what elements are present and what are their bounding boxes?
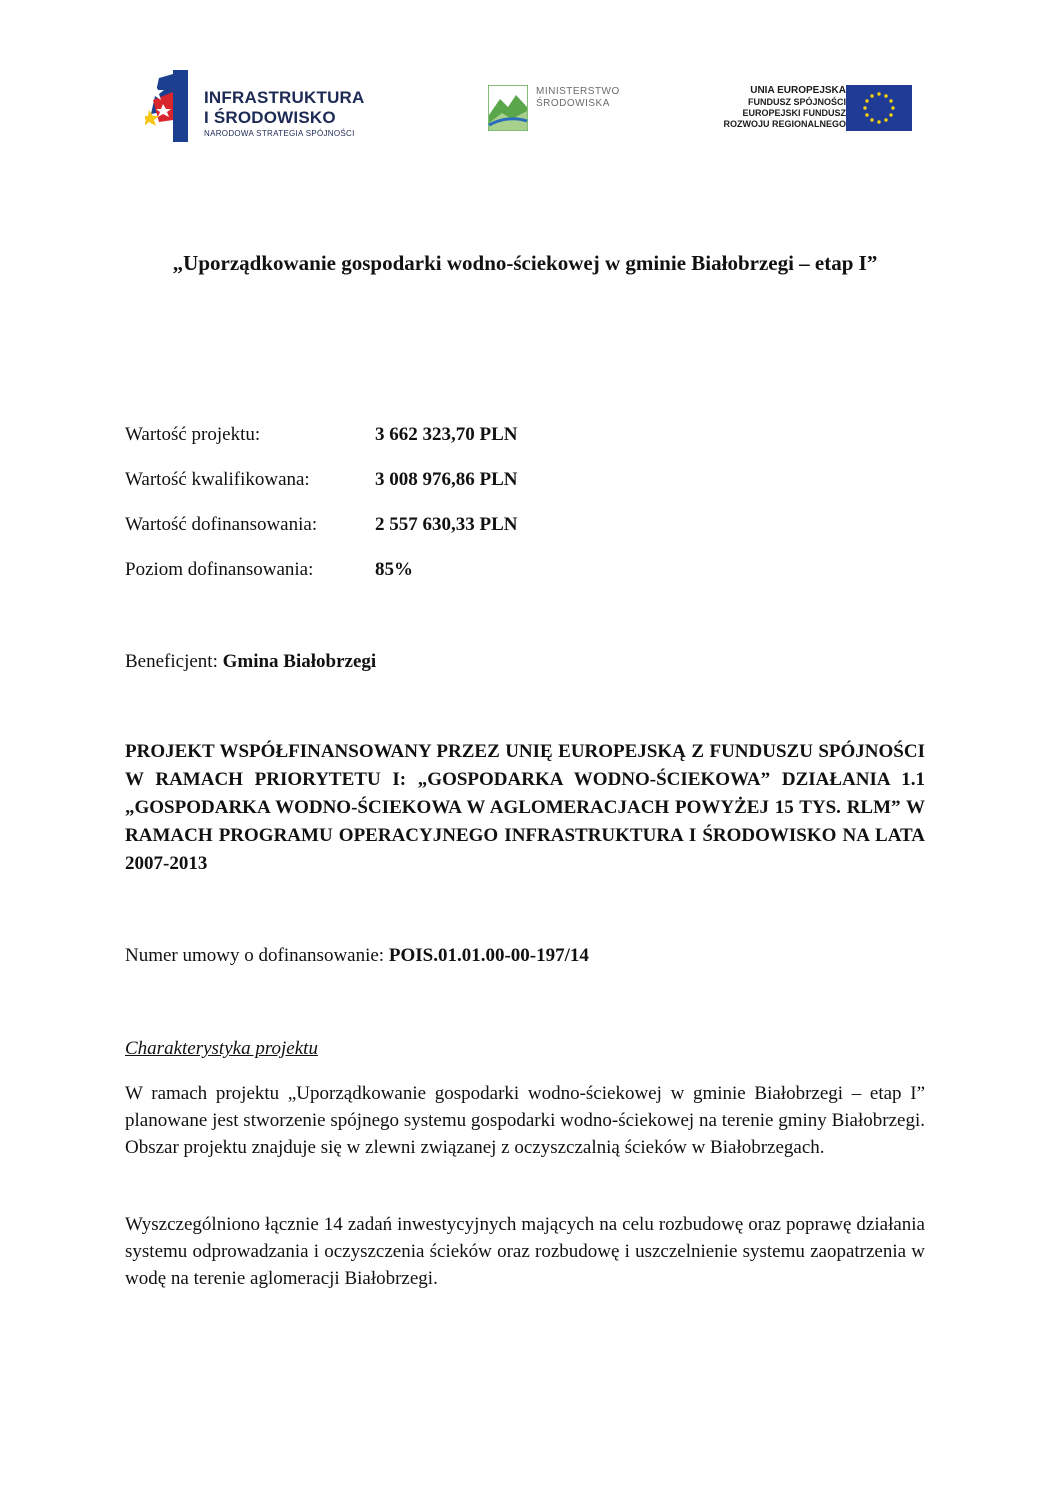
unia-logo-line1: UNIA EUROPEJSKA [750,85,846,96]
unia-logo-line3: EUROPEJSKI FUNDUSZ [742,108,846,118]
value-row-qualified [125,465,925,510]
value-amount: 3 008 976,86 PLN [375,469,518,490]
value-label: Poziom dofinansowania: [125,559,314,580]
value-label: Wartość kwalifikowana: [125,469,310,490]
unia-logo-line4: ROZWOJU REGIONALNEGO [723,119,846,129]
contract-number [125,942,589,970]
eu-flag-icon [846,85,912,131]
infrastruktura-logo-line2: I ŚRODOWISKO [204,108,336,127]
value-amount: 2 557 630,33 PLN [375,514,518,535]
unia-logo-line2: FUNDUSZ SPÓJNOŚCI [747,97,846,107]
infrastruktura-logo [145,70,375,145]
section-title: Charakterystyka projektu [125,1038,318,1059]
value-amount: 3 662 323,70 PLN [375,424,518,445]
value-label: Wartość projektu: [125,424,261,445]
beneficiary [125,648,376,676]
document-title: „Uporządkowanie gospodarki wodno-ściekowej w gminie Białobrzegi – etap I” [172,251,878,275]
project-values [125,420,925,600]
cofinance-statement: PROJEKT WSPÓŁFINANSOWANY PRZEZ UNIĘ EUROPEJSKĄ Z FUNDUSZU SPÓJNOŚCI W RAMACH PRIORYTETU I: „GOSPODARKA WODNO-ŚCIEKOWA” DZIAŁANIA 1.1 „GOSPODARKA WODNO-ŚCIEKOWA W AGLOMERACJACH POWYŻEJ 15 TYS. RLM” W RAMACH PROGRAMU OPERACYJNEGO INFRASTRUKTURA I ŚRODOWISKO NA LATA 2007-2013 [125,741,925,874]
infrastruktura-flag-icon [145,70,188,142]
beneficiary-value: Gmina Białobrzegi [222,651,377,672]
value-row-level [125,555,925,600]
ministerstwo-logo [488,85,628,133]
value-amount: 85% [375,559,413,580]
ministerstwo-logo-line1: MINISTERSTWO [536,86,620,97]
infrastruktura-logo-line1: INFRASTRUKTURA [204,88,365,107]
ministerstwo-mountain-icon [488,85,528,131]
contract-label: Numer umowy o dofinansowanie: [125,945,385,966]
description-paragraph: Wyszczególniono łącznie 14 zadań inwestycyjnych mających na celu rozbudowę oraz poprawę działania systemu odprowadzania i oczyszczenia ścieków oraz rozbudowę i uszczelnienie systemu zaopatrzenia w wodę na terenie aglomeracji Białobrzegi. [125,1214,925,1289]
value-row-project [125,420,925,465]
beneficiary-label: Beneficjent: [125,651,218,672]
unia-europejska-logo [718,83,918,133]
value-label: Wartość dofinansowania: [125,514,318,535]
ministerstwo-logo-line2: ŚRODOWISKA [536,98,610,109]
value-row-cofinancing [125,510,925,555]
description-paragraph: W ramach projektu „Uporządkowanie gospodarki wodno-ściekowej w gminie Białobrzegi – etap I” planowane jest stworzenie spójnego systemu gospodarki wodno-ściekowej na terenie gminy Białobrzegi. Obszar projektu znajduje się w zlewni związanej z oczyszczalnią ścieków w Białobrzegach. [125,1083,925,1158]
contract-value: POIS.01.01.00-00-197/14 [388,945,589,966]
infrastruktura-logo-line3: NARODOWA STRATEGIA SPÓJNOŚCI [204,129,355,138]
unia-europejska-text [723,85,846,130]
